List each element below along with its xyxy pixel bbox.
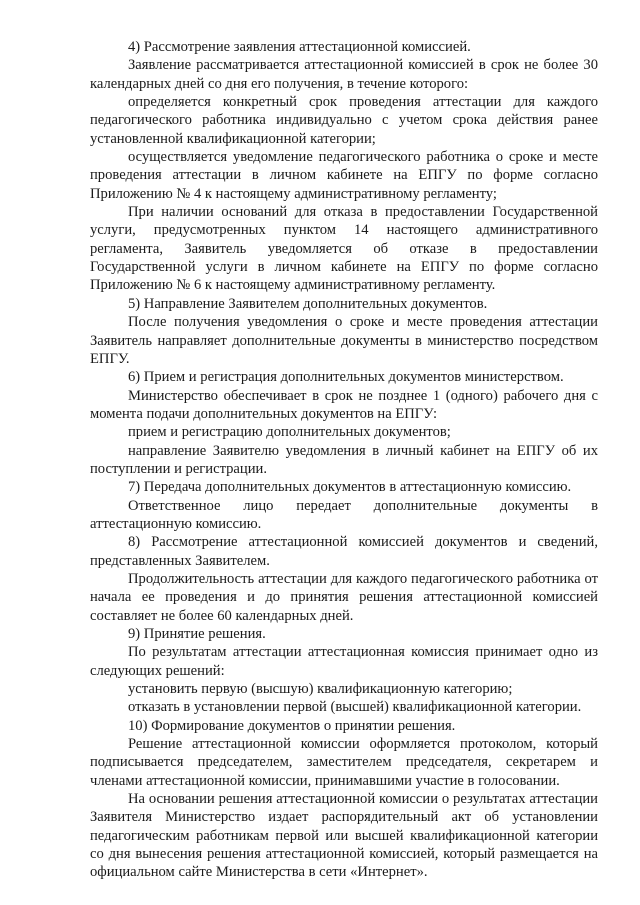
paragraph: Продолжительность аттестации для каждого педагогического работника от начала ее проведения и до принятия решения аттестационной комиссией составляет не более 60 календарных дней. (90, 570, 598, 624)
paragraph: 8) Рассмотрение аттестационной комиссией документов и сведений, представленных Заявителем. (90, 534, 598, 569)
paragraph: Решение аттестационной комиссии оформляется протоколом, который подписывается председателем, заместителем председателя, секретарем и членами аттестационной комиссии, принимавшими участие в голосовании. (90, 736, 598, 789)
paragraph: Министерство обеспечивает в срок не позднее 1 (одного) рабочего дня с момента подачи дополнительных документов на ЕПГУ: (90, 387, 598, 422)
paragraph: 9) Принятие решения. (128, 626, 266, 642)
paragraph: прием и регистрацию дополнительных документов; (128, 424, 451, 441)
paragraph: 6) Прием и регистрация дополнительных документов министерством. (128, 369, 564, 386)
document-body (90, 38, 598, 882)
paragraph: осуществляется уведомление педагогического работника о сроке и месте проведения аттестации в личном кабинете на ЕПГУ по форме согласно Приложению № 4 к настоящему административному регламенту; (90, 149, 598, 202)
paragraph: При наличии оснований для отказа в предоставлении Государственной услуги, предусмотренных пунктом 14 настоящего административного регламента, Заявитель уведомляется об отказе в предоставлении Государственной услуги в личном кабинете на ЕПГУ по форме согласно Приложению № 6 к настоящему административному регламенту. (90, 204, 598, 294)
paragraph: 7) Передача дополнительных документов в аттестационную комиссию. (128, 479, 572, 496)
paragraph: 5) Направление Заявителем дополнительных документов. (128, 295, 488, 312)
paragraph: 4) Рассмотрение заявления аттестационной комиссией. (128, 39, 471, 55)
paragraph: направление Заявителю уведомления в личный кабинет на ЕПГУ об их поступлении и регистрации. (90, 442, 598, 477)
paragraph: установить первую (высшую) квалификационную категорию; (128, 681, 513, 698)
paragraph: Заявление рассматривается аттестационной комиссией в срок не более 30 календарных дней со дня его получения, в течение которого: (90, 57, 598, 92)
paragraph: отказать в установлении первой (высшей) квалификационной категории. (128, 699, 582, 716)
paragraph: определяется конкретный срок проведения аттестации для каждого педагогического работника индивидуально с учетом срока действия ранее установленной квалификационной категории; (90, 94, 598, 147)
paragraph: После получения уведомления о сроке и месте проведения аттестации Заявитель направляет дополнительные документы в министерство посредством ЕПГУ. (90, 314, 598, 367)
paragraph: По результатам аттестации аттестационная комиссия принимает одно из следующих решений: (90, 644, 598, 679)
paragraph: На основании решения аттестационной комиссии о результатах аттестации Заявителя Министерство издает распорядительный акт об установлении педагогическим работникам первой или высшей квалификационной категории со дня вынесения решения аттестационной комиссией, который размещается на официальном сайте Министерства в сети «Интернет». (90, 791, 598, 881)
paragraph: Ответственное лицо передает дополнительные документы в аттестационную комиссию. (90, 497, 598, 532)
paragraph: 10) Формирование документов о принятии решения. (128, 717, 456, 734)
